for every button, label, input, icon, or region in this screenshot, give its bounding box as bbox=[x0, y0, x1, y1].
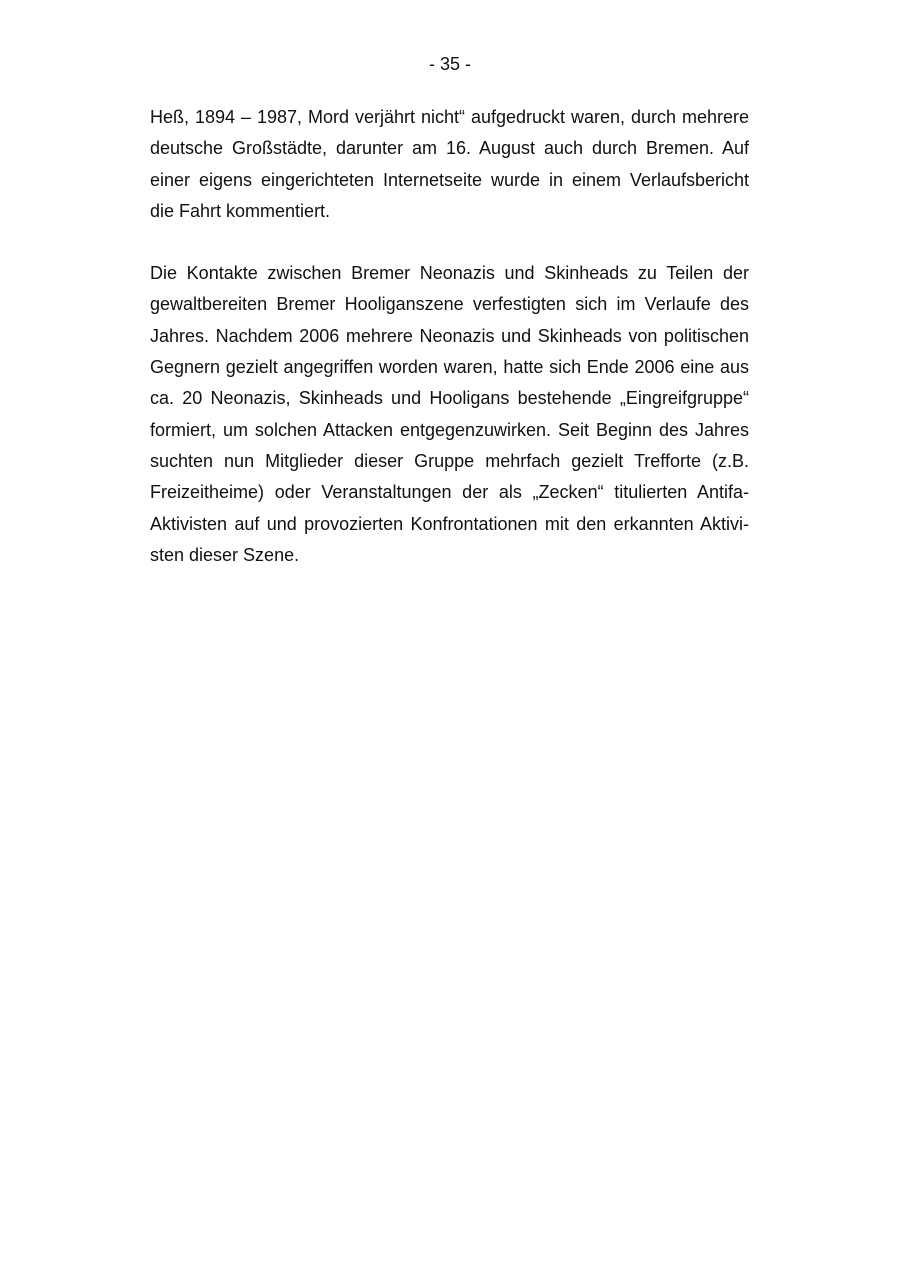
text-line: Gegnern gezielt angegriffen worden waren, hatte sich Ende 2006 eine aus bbox=[150, 357, 749, 378]
text-line: Die Kontakte zwischen Bremer Neonazis und Skinheads zu Teilen der bbox=[150, 263, 749, 284]
text-line: einer eigens eingerichteten Internetseite wurde in einem Verlaufsbericht bbox=[150, 169, 749, 190]
text-line: gewaltbereiten Bremer Hooliganszene verfestigten sich im Verlaufe des bbox=[150, 294, 749, 315]
text-line: sten dieser Szene. bbox=[150, 544, 300, 565]
text-line: Freizeitheime) oder Veranstaltungen der als „Zecken“ titulierten Antifa- bbox=[150, 482, 749, 503]
text-line: Aktivisten auf und provozierten Konfrontationen mit den erkannten Aktivi- bbox=[150, 513, 749, 534]
page-number: - 35 - bbox=[428, 54, 471, 74]
text-line: Jahres. Nachdem 2006 mehrere Neonazis und Skinheads von politischen bbox=[150, 325, 749, 346]
text-line: die Fahrt kommentiert. bbox=[150, 200, 331, 221]
text-line: ca. 20 Neonazis, Skinheads und Hooligans bestehende „Eingreifgruppe“ bbox=[150, 388, 749, 409]
body-text bbox=[150, 102, 749, 571]
text-line: Heß, 1894 – 1987, Mord verjährt nicht“ aufgedruckt waren, durch mehrere bbox=[150, 107, 749, 127]
paragraph bbox=[150, 102, 749, 227]
text-line: deutsche Großstädte, darunter am 16. August auch durch Bremen. Auf bbox=[150, 138, 749, 159]
paragraph bbox=[150, 258, 749, 571]
text-line: formiert, um solchen Attacken entgegenzuwirken. Seit Beginn des Jahres bbox=[150, 419, 749, 440]
text-line: suchten nun Mitglieder dieser Gruppe mehrfach gezielt Trefforte (z.B. bbox=[150, 450, 749, 471]
